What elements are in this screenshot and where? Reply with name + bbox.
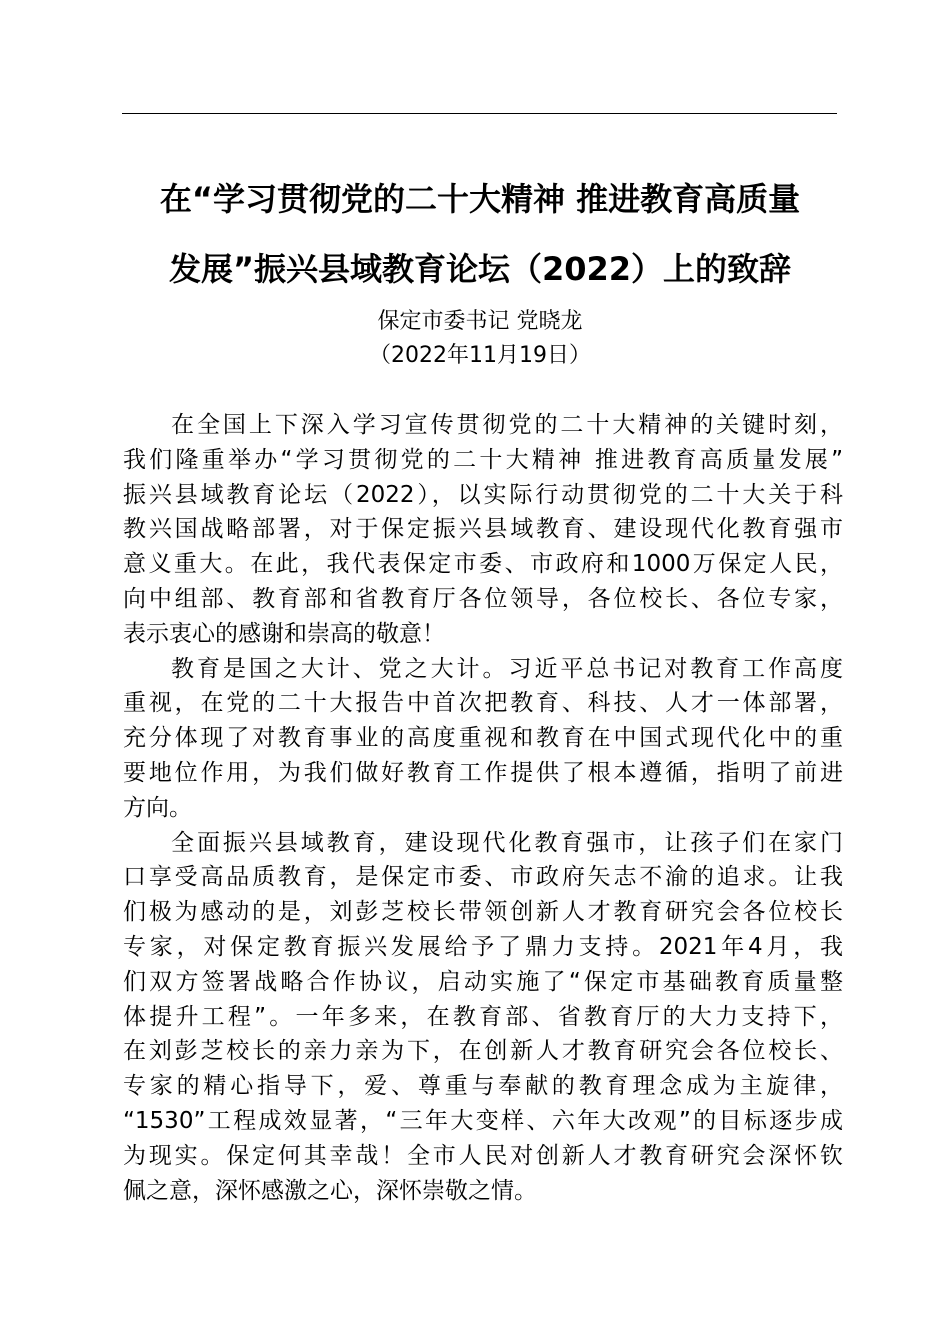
text-line: 教兴国战略部署，对于保定振兴县域教育、建设现代化教育强市 [123,516,843,543]
text-line: 教育是国之大计、党之大计。习近平总书记对教育工作高度 [171,655,843,682]
text-line: 要地位作用，为我们做好教育工作提供了根本遵循，指明了前进 [123,759,843,786]
text-line: 在刘彭芝校长的亲力亲为下，在创新人才教育研究会各位校长、 [123,1038,843,1065]
text-line: 专家，对保定教育振兴发展给予了鼎力支持。2021年4月，我 [123,933,843,960]
paragraph [123,652,843,826]
text-line: 佩之意，深怀感激之心，深怀崇敬之情。 [123,1177,537,1204]
text-line: 体提升工程”。一年多来，在教育部、省教育厅的大力支持下， [123,1003,843,1030]
text-line: 为现实。保定何其幸哉！全市人民对创新人才教育研究会深怀钦 [123,1142,843,1169]
text-line: 振兴县域教育论坛（2022），以实际行动贯彻党的二十大关于科 [123,481,843,508]
document-title-line-1: 在“学习贯彻党的二十大精神 推进教育高质量 [159,180,801,218]
text-line: “1530”工程成效显著，“三年大变样、六年大改观”的目标逐步成 [123,1107,843,1134]
text-line: 们极为感动的是，刘彭芝校长带领创新人才教育研究会各位校长 [123,899,843,926]
text-line: 专家的精心指导下，爱、尊重与奉献的教育理念成为主旋律， [123,1073,843,1100]
text-line: 我们隆重举办“学习贯彻党的二十大精神 推进教育高质量发展” [123,446,843,473]
text-line: 在全国上下深入学习宣传贯彻党的二十大精神的关键时刻， [171,412,843,438]
text-line: 全面振兴县域教育，建设现代化教育强市，让孩子们在家门 [171,829,843,856]
text-line: 们双方签署战略合作协议，启动实施了“保定市基础教育质量整 [123,968,843,995]
text-line: 意义重大。在此，我代表保定市委、市政府和1000万保定人民， [123,551,843,578]
text-line: 方向。 [123,794,192,821]
header-rule [122,113,837,114]
date-line: （2022年11月19日） [369,343,591,368]
text-line: 表示衷心的感谢和崇高的敬意！ [123,620,445,647]
author-line: 保定市委书记 党晓龙 [377,309,583,334]
document-title-line-2: 发展”振兴县域教育论坛（2022）上的致辞 [168,250,792,288]
paragraph [123,408,843,652]
document-body [123,408,843,1208]
text-line: 向中组部、教育部和省教育厅各位领导，各位校长、各位专家， [123,585,843,612]
text-line: 充分体现了对教育事业的高度重视和教育在中国式现代化中的重 [123,725,843,752]
paragraph [123,826,843,1209]
text-line: 重视，在党的二十大报告中首次把教育、科技、人才一体部署， [123,690,843,717]
text-line: 口享受高品质教育，是保定市委、市政府矢志不渝的追求。让我 [123,864,843,891]
